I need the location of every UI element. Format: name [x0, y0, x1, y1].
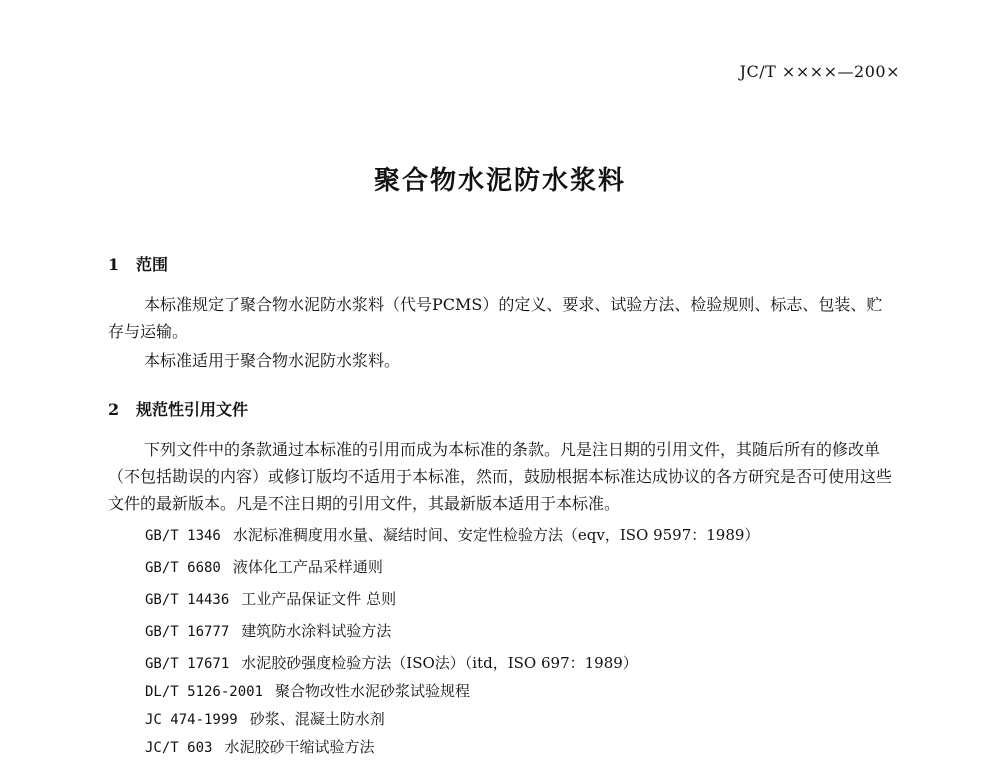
standard-code: JC/T ××××—200×	[739, 62, 900, 81]
reference-title: 水泥胶砂干缩试验方法	[224, 738, 375, 756]
reference-item	[145, 736, 374, 757]
reference-title: 建筑防水涂料试验方法	[241, 622, 392, 640]
section-title: 范围	[136, 255, 169, 274]
document-title: 聚合物水泥防水浆料	[373, 166, 626, 196]
reference-code: GB/T 1346	[145, 528, 221, 544]
section-title: 规范性引用文件	[136, 400, 249, 419]
reference-item	[145, 652, 638, 673]
reference-item	[145, 524, 759, 545]
section-number: 2	[108, 400, 120, 419]
reference-code: GB/T 6680	[145, 560, 221, 576]
reference-title: 水泥胶砂强度检验方法（ISO法）（itd，ISO 697：1989）	[241, 654, 638, 672]
reference-code: JC/T 603	[145, 740, 213, 756]
reference-item	[145, 708, 385, 729]
reference-code: GB/T 14436	[145, 592, 230, 608]
references-intro-paragraph: 下列文件中的条款通过本标准的引用而成为本标准的条款。凡是注日期的引用文件，其随后所有的修改单（不包括勘误的内容）或修订版均不适用于本标准，然而，鼓励根据本标准达成协议的各方研究是否可使用这些文件的最新版本。凡是不注日期的引用文件，其最新版本适用于本标准。	[108, 440, 893, 513]
reference-code: GB/T 16777	[145, 624, 230, 640]
reference-item	[145, 620, 391, 641]
reference-item	[145, 588, 396, 609]
reference-title: 砂浆、混凝土防水剂	[249, 710, 385, 728]
reference-code: GB/T 17671	[145, 656, 230, 672]
reference-code: JC 474-1999	[145, 712, 238, 728]
reference-title: 液体化工产品采样通则	[232, 558, 383, 576]
section-number: 1	[108, 255, 120, 274]
reference-code: DL/T 5126-2001	[145, 684, 264, 700]
scope-paragraph-1: 本标准规定了聚合物水泥防水浆料（代号PCMS）的定义、要求、试验方法、检验规则、标志、包装、贮存与运输。	[108, 295, 883, 341]
reference-title: 工业产品保证文件 总则	[241, 590, 397, 608]
section-heading-scope	[108, 252, 168, 275]
reference-item	[145, 680, 470, 701]
scope-paragraph-2: 本标准适用于聚合物水泥防水浆料。	[144, 351, 401, 370]
reference-title: 聚合物改性水泥砂浆试验规程	[275, 682, 471, 700]
reference-item	[145, 556, 383, 577]
section-heading-normative-references	[108, 397, 248, 420]
reference-title: 水泥标准稠度用水量、凝结时间、安定性检验方法（eqv，ISO 9597：1989）	[232, 526, 760, 544]
